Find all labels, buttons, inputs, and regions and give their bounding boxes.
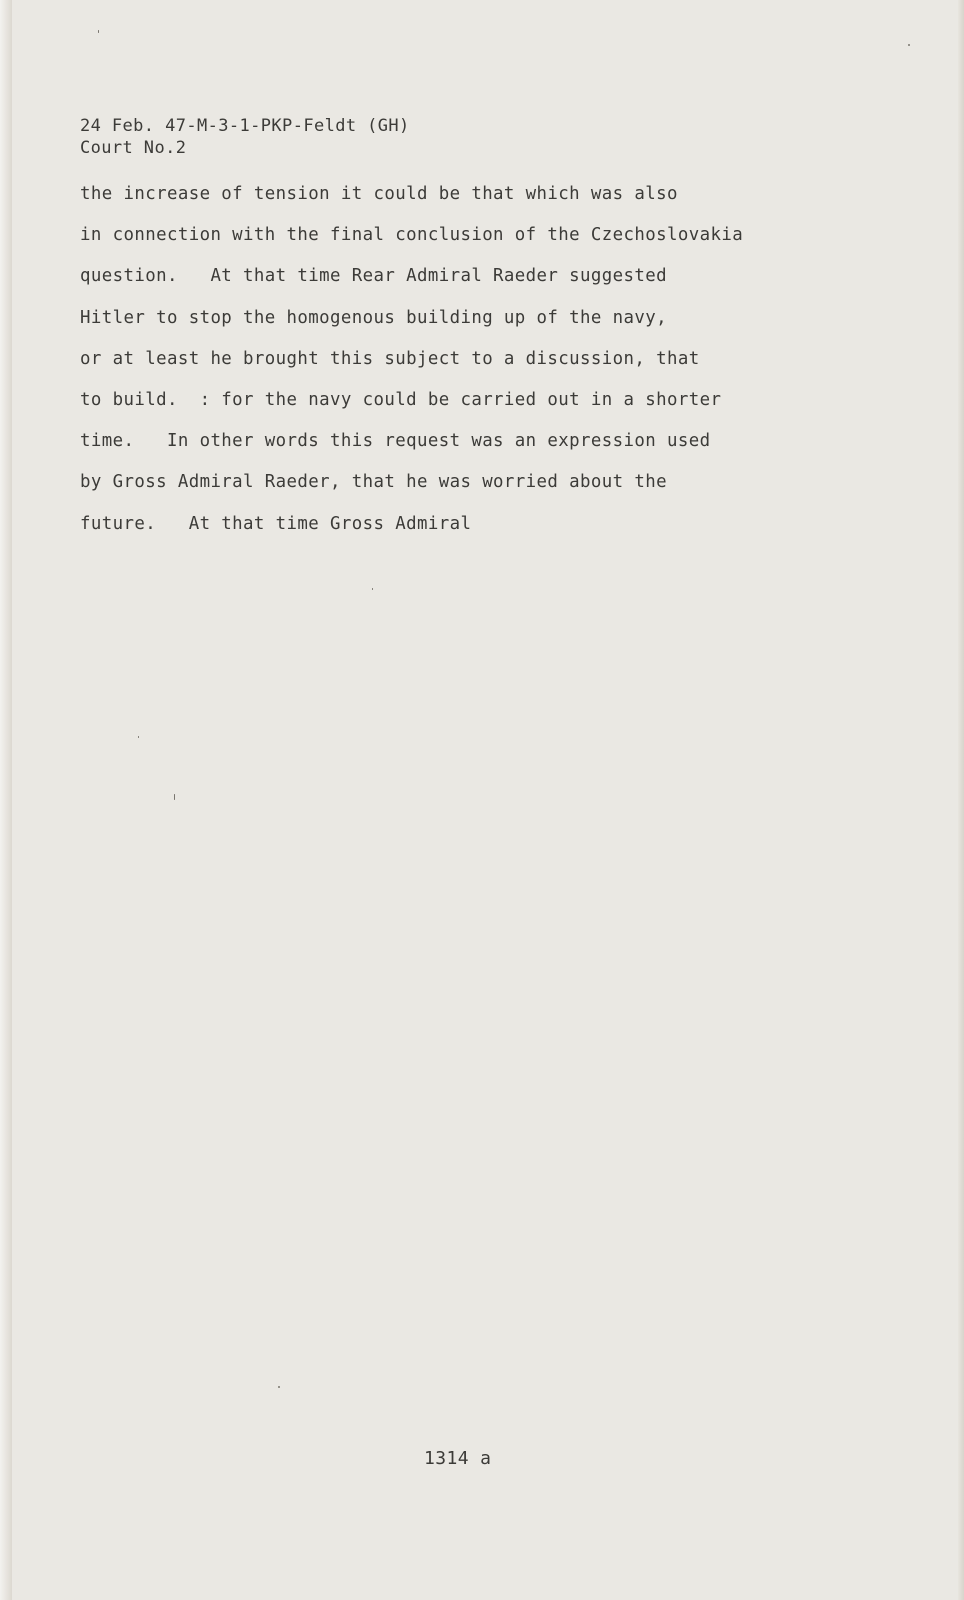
paper-right-edge	[958, 0, 964, 1600]
body-line: to build. : for the navy could be carried out in a shorter	[80, 389, 722, 410]
body-line: time. In other words this request was an expression used	[80, 431, 711, 452]
header-court-line: Court No.2	[80, 138, 187, 158]
body-line: question. At that time Rear Admiral Raeder suggested	[80, 266, 667, 287]
paper-speck	[908, 44, 910, 46]
transcript-body	[80, 174, 743, 545]
header-reference-line: 24 Feb. 47-M-3-1-PKP-Feldt (GH)	[80, 116, 410, 136]
paper-speck	[138, 736, 139, 738]
body-line: by Gross Admiral Raeder, that he was worried about the	[80, 472, 667, 493]
paper-speck	[372, 588, 373, 590]
body-line: the increase of tension it could be that which was also	[80, 184, 678, 204]
paper-left-edge	[0, 0, 12, 1600]
body-line: or at least he brought this subject to a discussion, that	[80, 348, 700, 369]
paper-speck	[98, 30, 99, 33]
document-header	[80, 115, 410, 159]
page-number: 1314 a	[424, 1448, 492, 1469]
body-line: future. At that time Gross Admiral	[80, 513, 472, 534]
paper-speck	[278, 1386, 280, 1388]
paper-speck	[174, 794, 175, 800]
body-line: in connection with the final conclusion of the Czechoslovakia	[80, 225, 744, 246]
body-line: Hitler to stop the homogenous building up of the navy,	[80, 307, 667, 328]
